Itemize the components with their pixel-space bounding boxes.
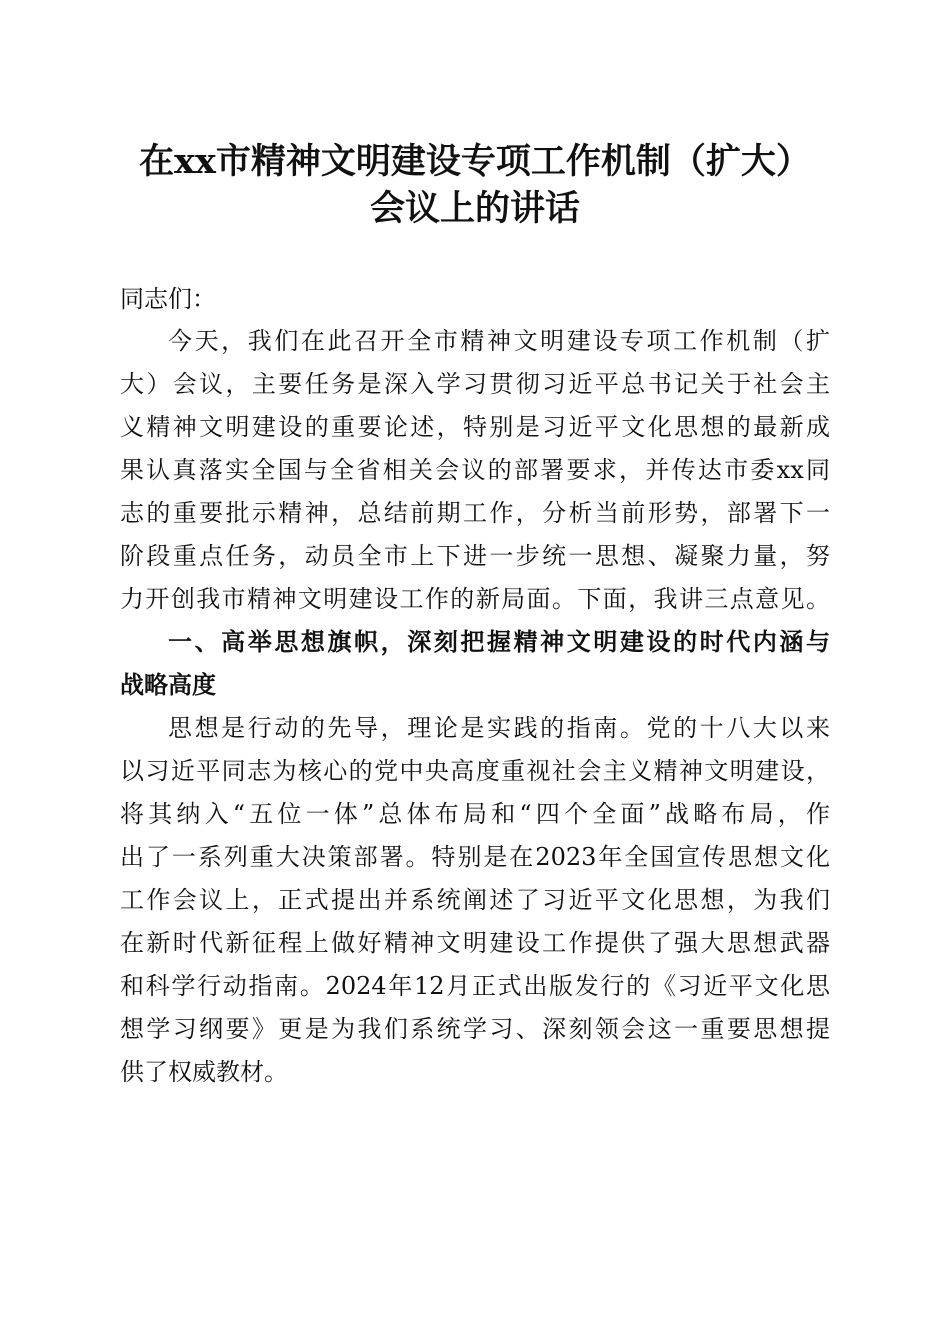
paragraph-2-line: 和科学行动指南。2024年12月正式出版发行的《习近平文化思 — [120, 972, 830, 1000]
paragraph-2-line: 出了一系列重大决策部署。特别是在2023年全国宣传思想文化 — [120, 843, 830, 871]
document-title-line-1: 在xx市精神文明建设专项工作机制（扩大） — [139, 141, 811, 182]
paragraph-1-line: 大）会议，主要任务是深入学习贯彻习近平总书记关于社会主 — [120, 370, 830, 398]
paragraph-2-line: 在新时代新征程上做好精神文明建设工作提供了强大思想武器 — [120, 929, 830, 957]
paragraph-2-line: 想学习纲要》更是为我们系统学习、深刻领会这一重要思想提 — [120, 1015, 830, 1043]
paragraph-2-line: 以习近平同志为核心的党中央高度重视社会主义精神文明建设， — [120, 757, 830, 785]
paragraph-2-line: 思想是行动的先导，理论是实践的指南。党的十八大以来 — [168, 714, 830, 742]
paragraph-1-line: 志的重要批示精神，总结前期工作，分析当前形势，部署下一 — [120, 499, 830, 527]
section-heading-line: 战略高度 — [120, 671, 216, 699]
paragraph-1-line: 果认真落实全国与全省相关会议的部署要求，并传达市委xx同 — [120, 456, 830, 484]
paragraph-1-line: 力开创我市精神文明建设工作的新局面。下面，我讲三点意见。 — [120, 585, 830, 613]
paragraph-1-line: 义精神文明建设的重要论述，特别是习近平文化思想的最新成 — [120, 413, 830, 441]
paragraph-2-line: 将其纳入“五位一体”总体布局和“四个全面”战略布局，作 — [120, 800, 830, 828]
salutation: 同志们： — [120, 285, 216, 313]
paragraph-1-line: 阶段重点任务，动员全市上下进一步统一思想、凝聚力量，努 — [120, 542, 830, 570]
paragraph-1-line: 今天，我们在此召开全市精神文明建设专项工作机制（扩 — [168, 327, 830, 355]
paragraph-2-line: 工作会议上，正式提出并系统阐述了习近平文化思想，为我们 — [120, 886, 830, 914]
document-title-line-2: 会议上的讲话 — [369, 188, 580, 229]
section-heading-line: 一、高举思想旗帜，深刻把握精神文明建设的时代内涵与 — [168, 628, 830, 656]
paragraph-2-line: 供了权威教材。 — [120, 1058, 288, 1086]
